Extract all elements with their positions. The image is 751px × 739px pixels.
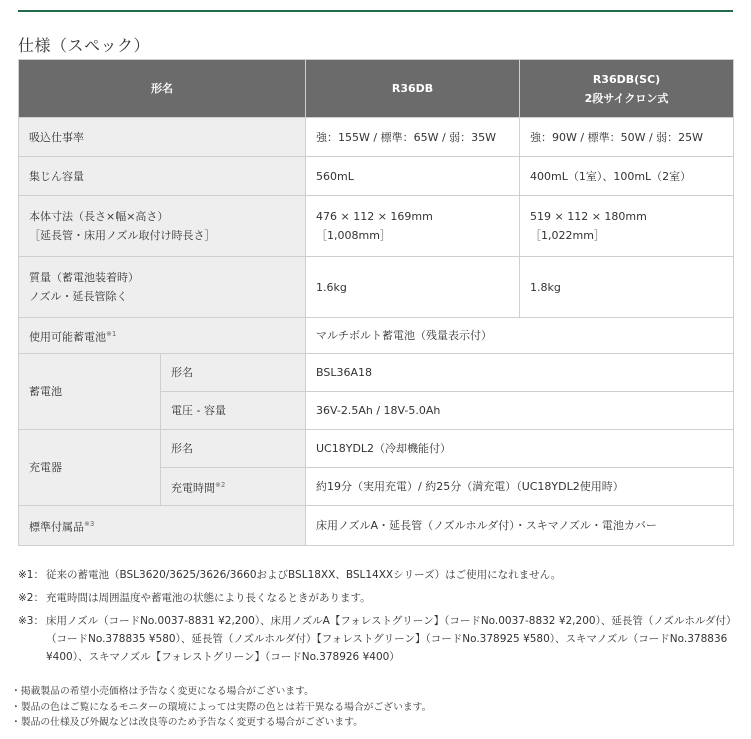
table-row: [19, 318, 734, 354]
footnote-1-mark: ※1：: [18, 569, 44, 581]
header-r36db-sc: [520, 60, 734, 118]
row-label-size: [19, 196, 306, 257]
table-header-row: [19, 60, 734, 118]
cell-weight-r36db-sc: 1.8kg: [520, 257, 734, 318]
page-title: 仕様（スペック）: [18, 36, 151, 55]
header-r36db-sc-type: 2段サイクロン式: [584, 91, 669, 105]
row-label-suction: 吸込仕事率: [19, 118, 306, 157]
cell-size-r36db: [306, 196, 520, 257]
cell-battery-voltage: 36V-2.5Ah / 18V-5.0Ah: [306, 392, 734, 430]
cell-accessories: 床用ノズルA・延長管（ノズルホルダ付）・スキマノズル・電池カバー: [306, 506, 734, 546]
usable-battery-label: 使用可能蓄電池: [29, 330, 106, 344]
table-row: [19, 257, 734, 318]
accessories-label: 標準付属品: [29, 520, 84, 534]
table-row: [19, 157, 734, 196]
footnote-2-text: 充電時間は周囲温度や蓄電池の状態により長くなるときがあります。: [46, 592, 371, 604]
table-row: [19, 506, 734, 546]
charger-time-label: [161, 468, 306, 506]
cell-charger-model: UC18YDL2（冷却機能付）: [306, 430, 734, 468]
footnote-1: [18, 566, 733, 584]
cell-suction-r36db: 強：155W / 標準：65W / 弱：35W: [306, 118, 520, 157]
cell-dust-r36db: 560mL: [306, 157, 520, 196]
footnote-3: [18, 612, 733, 666]
row-label-dust: 集じん容量: [19, 157, 306, 196]
cell-weight-r36db: 1.6kg: [306, 257, 520, 318]
header-model-name: 形名: [19, 60, 306, 118]
table-row: [19, 354, 734, 392]
size-r36db-sc-line1: 519 × 112 × 180mm: [530, 210, 647, 223]
cell-suction-r36db-sc: 強：90W / 標準：50W / 弱：25W: [520, 118, 734, 157]
table-row: [19, 118, 734, 157]
footnote-3-text: 床用ノズル（コードNo.0037-8831 ¥2,200）、床用ノズルA【フォレストグリーン】（コードNo.0037-8832 ¥2,200）、延長管（ノズルホルダ付）（コードNo.378835 ¥580）、延長管（ノズルホルダ付）【フォレストグリーン】（コードNo.378925 ¥580）、スキマノズル（コードNo.378836 ¥400）、スキマノズル【フォレストグリーン】（コードNo.378926 ¥400）: [46, 615, 732, 663]
disclaimer-item: ・掲載製品の希望小売価格は予告なく変更になる場合がございます。: [11, 686, 314, 697]
footnote-2-mark: ※2：: [18, 592, 44, 604]
row-label-battery: 蓄電池: [19, 354, 161, 430]
disclaimer-item: ・製品の仕様及び外観などは改良等のため予告なく変更する場合がございます。: [11, 717, 363, 728]
size-r36db-line1: 476 × 112 × 169mm: [316, 210, 433, 223]
cell-charger-time: 約19分（実用充電）/ 約25分（満充電）（UC18YDL2使用時）: [306, 468, 734, 506]
row-label-accessories: [19, 506, 306, 546]
header-r36db-sc-name: R36DB(SC): [592, 72, 661, 86]
size-r36db-line2: ［1,008mm］: [316, 229, 391, 242]
charger-time-label-text: 充電時間: [171, 481, 215, 495]
cell-dust-r36db-sc: 400mL（1室）、100mL（2室）: [520, 157, 734, 196]
usable-battery-note: ※1: [106, 329, 117, 338]
table-row: [19, 430, 734, 468]
battery-voltage-label: 電圧 - 容量: [161, 392, 306, 430]
weight-label-line1: 質量（蓄電池装着時）: [29, 271, 139, 284]
disclaimer-list: [11, 684, 741, 731]
cell-size-r36db-sc: [520, 196, 734, 257]
spec-table: [18, 59, 734, 546]
size-label-line1: 本体寸法（長さ×幅×高さ）: [29, 210, 169, 223]
charger-model-label: 形名: [161, 430, 306, 468]
cell-usable-battery: マルチボルト蓄電池（残量表示付）: [306, 318, 734, 354]
cell-battery-model: BSL36A18: [306, 354, 734, 392]
size-label-line2: ［延長管・床用ノズル取付け時長さ］: [29, 229, 216, 242]
charger-time-note: ※2: [215, 480, 226, 489]
top-divider: [18, 10, 733, 12]
size-r36db-sc-line2: ［1,022mm］: [530, 229, 605, 242]
footnotes: [18, 566, 733, 671]
battery-model-label: 形名: [161, 354, 306, 392]
row-label-usable-battery: [19, 318, 306, 354]
accessories-note: ※3: [84, 519, 95, 528]
row-label-charger: 充電器: [19, 430, 161, 506]
header-r36db: R36DB: [306, 60, 520, 118]
weight-label-line2: ノズル・延長管除く: [29, 290, 128, 303]
footnote-3-mark: ※3：: [18, 615, 44, 627]
footnote-1-text: 従来の蓄電池（BSL3620/3625/3626/3660およびBSL18XX、BSL14XXシリーズ）はご使用になれません。: [46, 569, 562, 581]
footnote-2: [18, 589, 733, 607]
table-row: [19, 196, 734, 257]
row-label-weight: [19, 257, 306, 318]
disclaimer-item: ・製品の色はご覧になるモニターの環境によっては実際の色とは若干異なる場合がございます。: [11, 701, 432, 713]
